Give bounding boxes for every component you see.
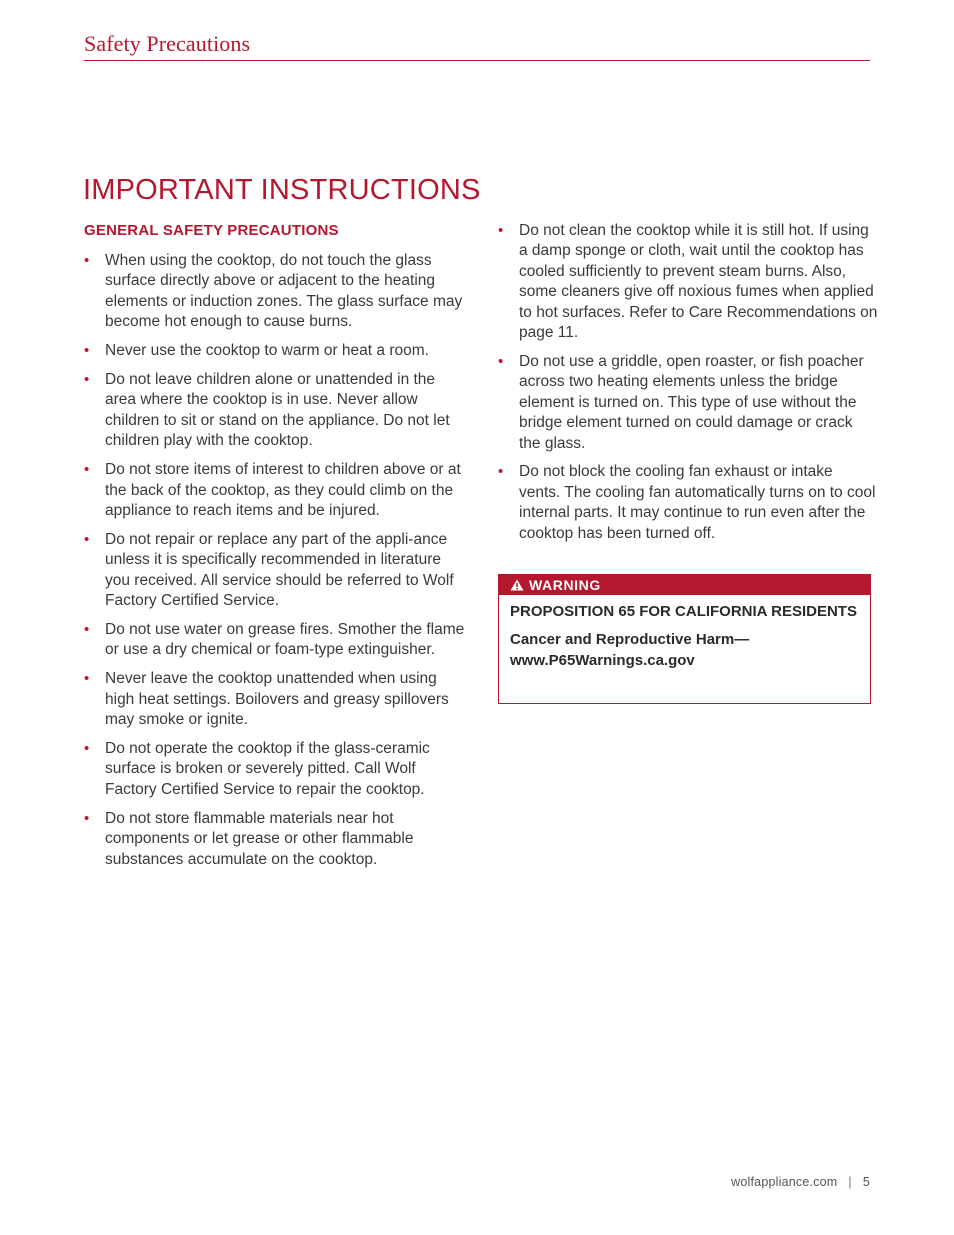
header-divider bbox=[84, 60, 870, 61]
bullet-icon: • bbox=[84, 621, 90, 638]
section-heading: GENERAL SAFETY PRECAUTIONS bbox=[84, 222, 339, 239]
list-item bbox=[84, 669, 468, 730]
bullet-icon: • bbox=[84, 461, 90, 479]
list-item bbox=[84, 739, 468, 800]
list-item bbox=[84, 620, 468, 661]
right-column bbox=[498, 221, 878, 553]
list-item-text: Never leave the cooktop unattended when using high heat settings. Boilovers and greasy spillovers may smoke or ignite. bbox=[105, 670, 449, 729]
bullet-icon: • bbox=[498, 222, 504, 239]
bullet-icon: • bbox=[84, 740, 90, 758]
section-header-title: Safety Precautions bbox=[84, 31, 251, 56]
warning-header bbox=[499, 575, 870, 595]
warning-box bbox=[498, 574, 871, 704]
warning-triangle-icon bbox=[510, 579, 524, 591]
right-bullet-list bbox=[498, 221, 878, 544]
footer-site-link[interactable]: wolfappliance.com bbox=[731, 1175, 838, 1189]
warning-proposition-text: PROPOSITION 65 FOR CALIFORNIA RESIDENTS bbox=[510, 603, 857, 620]
bullet-icon: • bbox=[84, 252, 90, 269]
left-column bbox=[84, 221, 468, 878]
list-item-text: Do not operate the cooktop if the glass-ceramic surface is broken or severely pitted. Call Wolf Factory Certified Service to repair the cooktop. bbox=[105, 740, 430, 798]
list-item bbox=[84, 809, 468, 870]
warning-body bbox=[499, 595, 870, 671]
list-item-text: Do not clean the cooktop while it is still hot. If using a damp sponge or cloth, wait until the cooktop has cooled sufficiently to prevent steam burns. Also, some cleaners give off noxious fumes when applied to hot surfaces. Refer to Care Recommendations on page 11. bbox=[519, 222, 878, 342]
footer-separator: | bbox=[848, 1175, 852, 1189]
list-item bbox=[84, 460, 468, 521]
list-item-text: Do not leave children alone or unattended in the area where the cooktop is in use. Never allow children to sit or stand on the appliance. Do not let children play with the cooktop. bbox=[105, 371, 450, 450]
list-item-text: Do not repair or replace any part of the appli-ance unless it is specifically recommended in literature you received. All service should be referred to Wolf Factory Certified Service. bbox=[105, 530, 454, 610]
list-item-text: Do not use water on grease fires. Smother the flame or use a dry chemical or foam-type extinguisher. bbox=[105, 621, 465, 659]
bullet-icon: • bbox=[84, 342, 90, 360]
list-item bbox=[84, 370, 468, 452]
list-item bbox=[498, 462, 878, 544]
list-item-text: Never use the cooktop to warm or heat a room. bbox=[105, 342, 429, 360]
left-bullet-list bbox=[84, 251, 468, 870]
list-item-text: Do not block the cooling fan exhaust or intake vents. The cooling fan automatically turns on to cool internal parts. It may continue to run even after the cooktop has been turned off. bbox=[519, 463, 876, 542]
warning-harm-text: Cancer and Reproductive Harm—www.P65Warnings.ca.gov bbox=[510, 631, 750, 669]
bullet-icon: • bbox=[84, 809, 90, 827]
bullet-icon: • bbox=[498, 463, 504, 481]
page-footer bbox=[731, 1175, 870, 1189]
list-item bbox=[84, 251, 468, 333]
page-number: 5 bbox=[862, 1175, 870, 1189]
list-item bbox=[498, 221, 878, 343]
warning-label: WARNING bbox=[529, 577, 601, 593]
list-item-text: Do not use a griddle, open roaster, or fish poacher across two heating elements unless the bridge element is turned on. This type of use without the bridge element turned on could damage or crack the glass. bbox=[519, 352, 864, 452]
bullet-icon: • bbox=[84, 670, 90, 688]
list-item bbox=[84, 530, 468, 612]
bullet-icon: • bbox=[84, 371, 90, 389]
bullet-icon: • bbox=[498, 352, 504, 370]
list-item-text: Do not store flammable materials near hot components or let grease or other flammable substances accumulate on the cooktop. bbox=[105, 809, 414, 868]
list-item-text: Do not store items of interest to children above or at the back of the cooktop, as they could climb on the appliance to reach items and be injured. bbox=[105, 461, 461, 519]
list-item bbox=[498, 352, 878, 454]
bullet-icon: • bbox=[84, 530, 90, 548]
list-item bbox=[84, 341, 468, 361]
list-item-text: When using the cooktop, do not touch the glass surface directly above or adjacent to the heating elements or induction zones. The glass surface may become hot enough to cause burns. bbox=[105, 252, 463, 331]
page-title: IMPORTANT INSTRUCTIONS bbox=[83, 174, 481, 206]
